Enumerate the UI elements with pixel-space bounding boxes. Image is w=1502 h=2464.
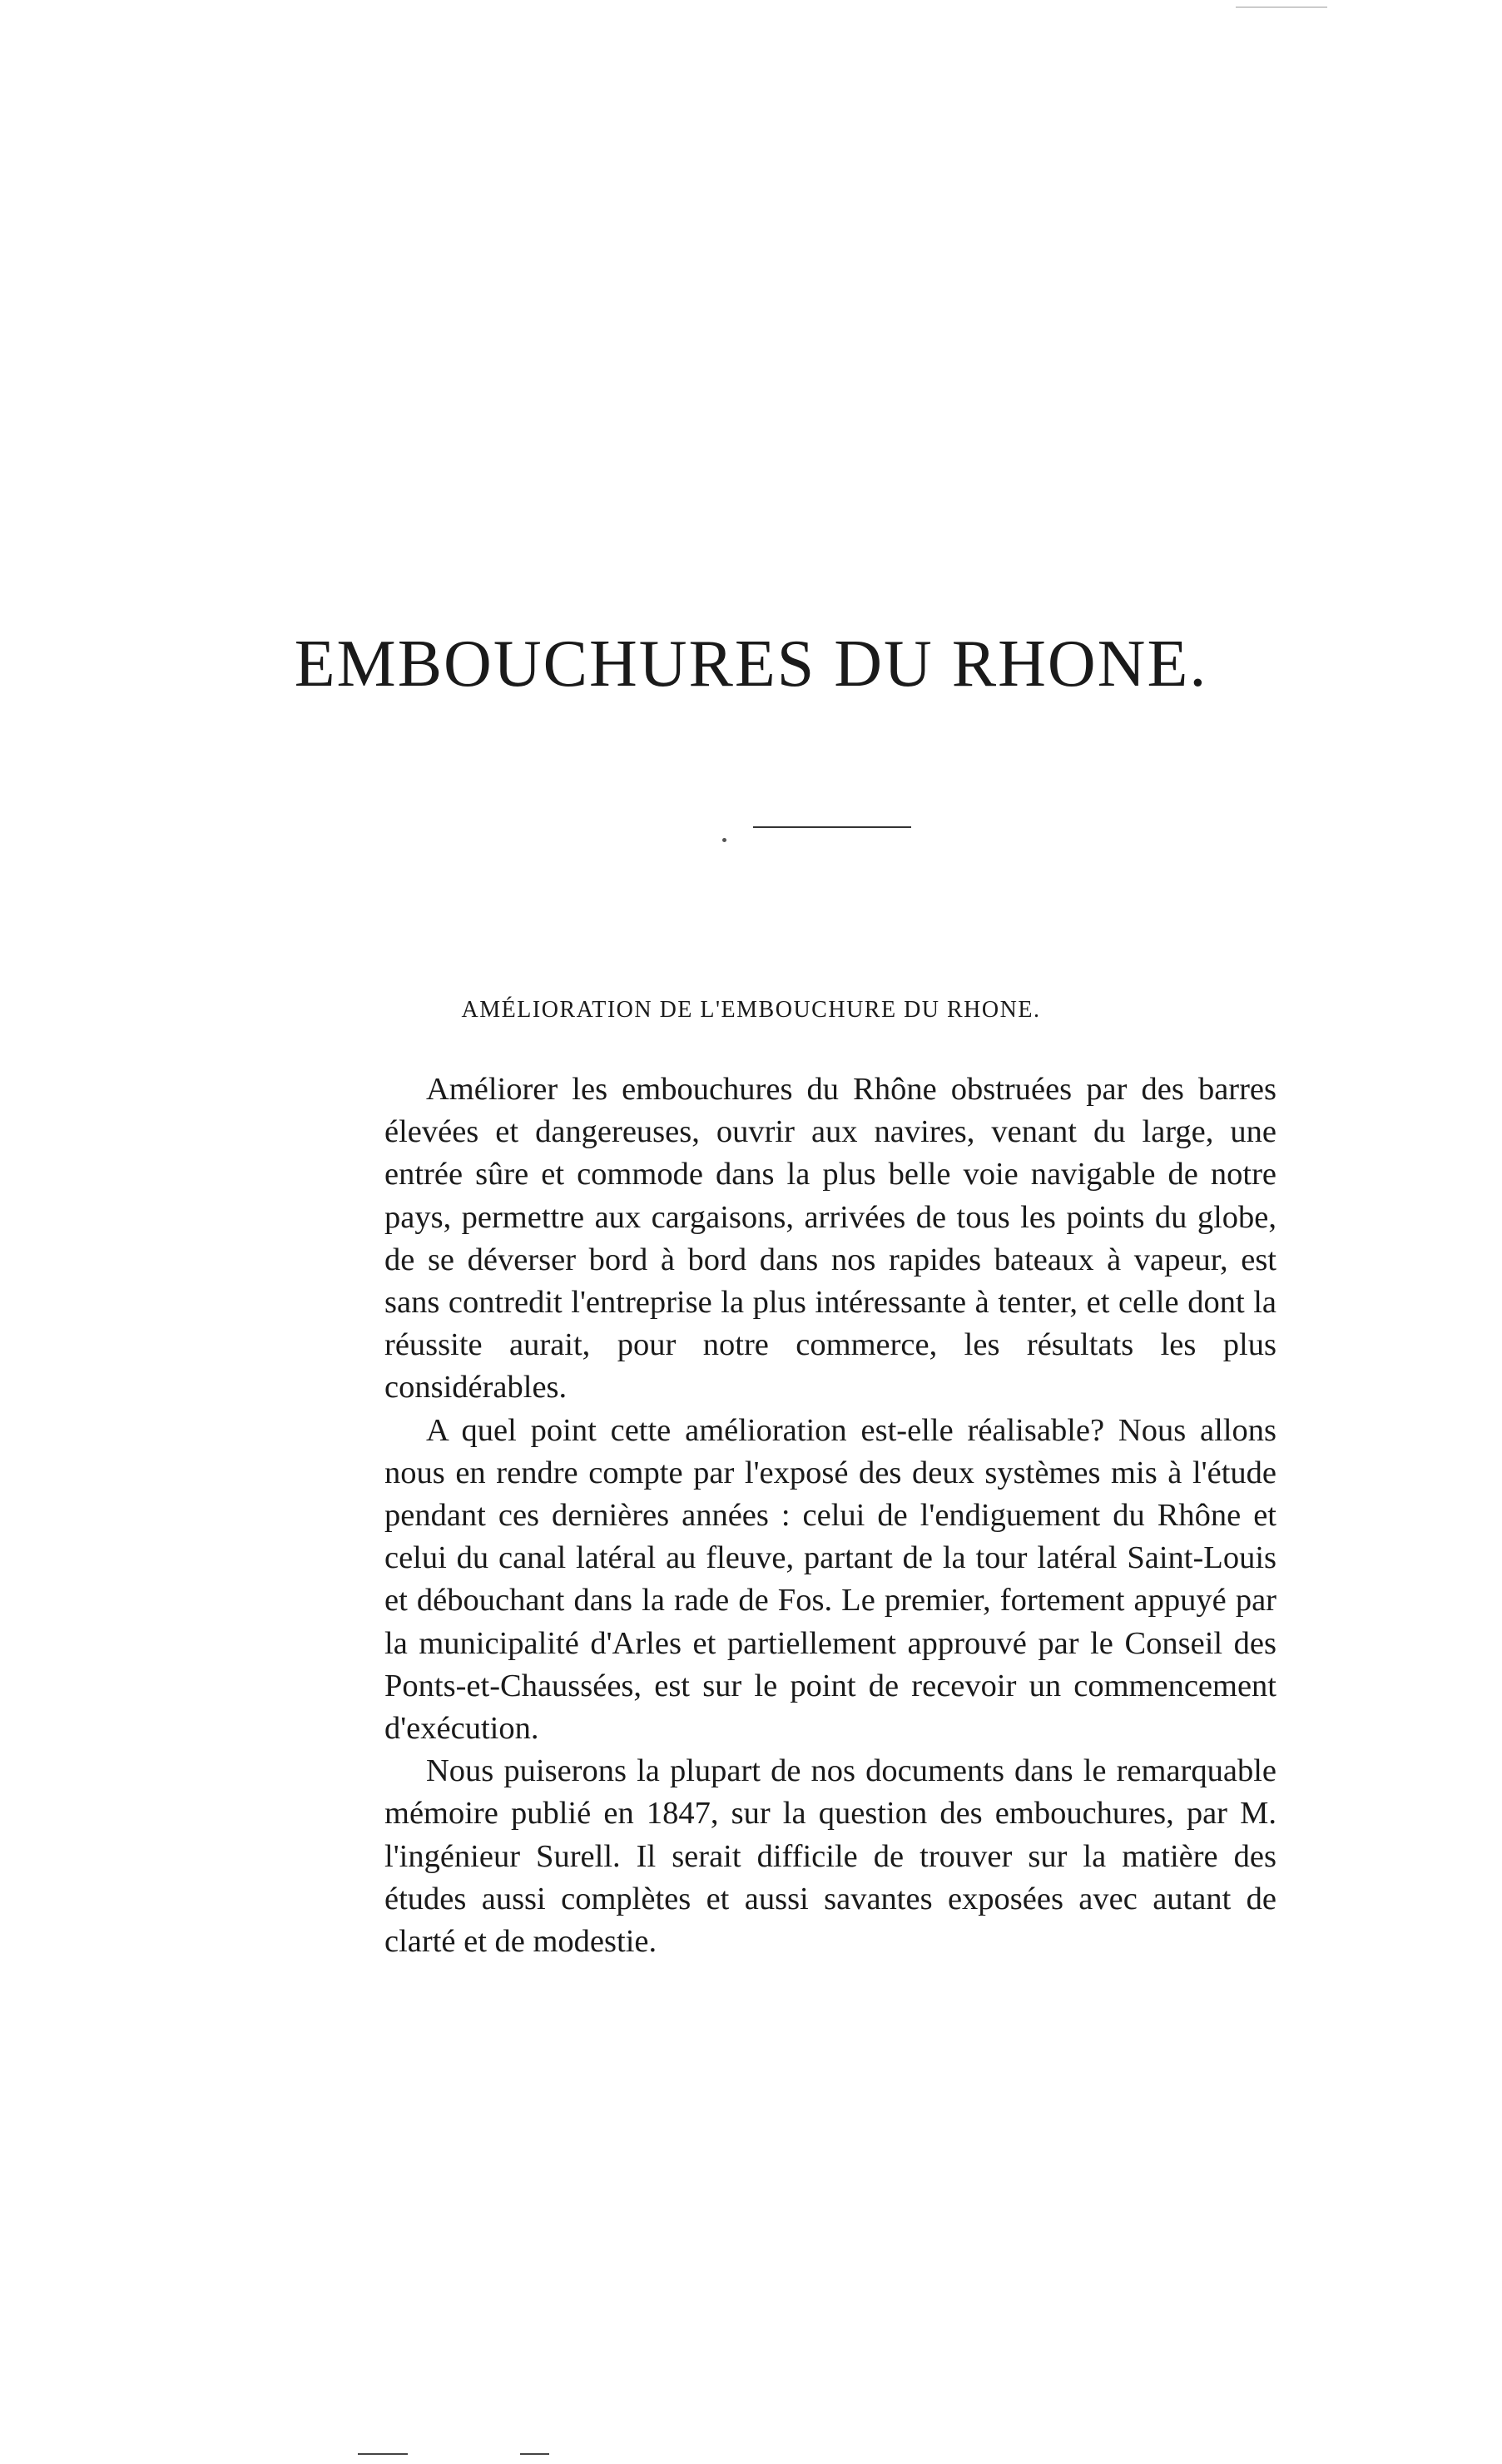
footer-rule [358,2453,408,2455]
paragraph-3: Nous puiserons la plupart de nos documents dans le remarquable mémoire publié en 1847, sur la question des embouchures, par M. l'ingénieur Surell. Il serait difficile de trouver sur la matière des études aussi complètes et aussi savantes exposées avec autant de clarté et de modestie. [384,1753,1276,1960]
ink-speck [722,838,726,842]
body-text [384,1068,1276,1963]
section-heading: AMÉLIORATION DE L'EMBOUCHURE DU RHONE. [461,997,1041,1023]
paragraph-2: A quel point cette amélioration est-elle réalisable? Nous allons nous en rendre compte par l'exposé des deux systèmes mis à l'étude pendant ces dernières années : celui de l'endiguement du Rhône et celui du canal latéral au fleuve, partant de la tour latéral Saint-Louis et débouchant dans la rade de Fos. Le premier, fortement appuyé par la municipalité d'Arles et partiellement approuvé par le Conseil des Ponts-et-Chaussées, est sur le point de recevoir un commencement d'exécution. [384,1412,1276,1747]
title-divider [753,826,911,828]
footer-rules [0,2453,1502,2455]
page-title: EMBOUCHURES DU RHONE. [294,627,1208,701]
paragraph-1: Améliorer les embouchures du Rhône obstruées par des barres élevées et dangereuses, ouvrir aux navires, venant du large, une entrée sûre et commode dans la plus belle voie navigable de notre pays, permettre aux cargaisons, arrivées de tous les points du globe, de se déverser bord à bord dans nos rapides bateaux à vapeur, est sans contredit l'entreprise la plus intéressante à tenter, et celle dont la réussite aurait, pour notre commerce, les résultats les plus considérables. [384,1072,1276,1406]
footer-rule [520,2453,549,2455]
